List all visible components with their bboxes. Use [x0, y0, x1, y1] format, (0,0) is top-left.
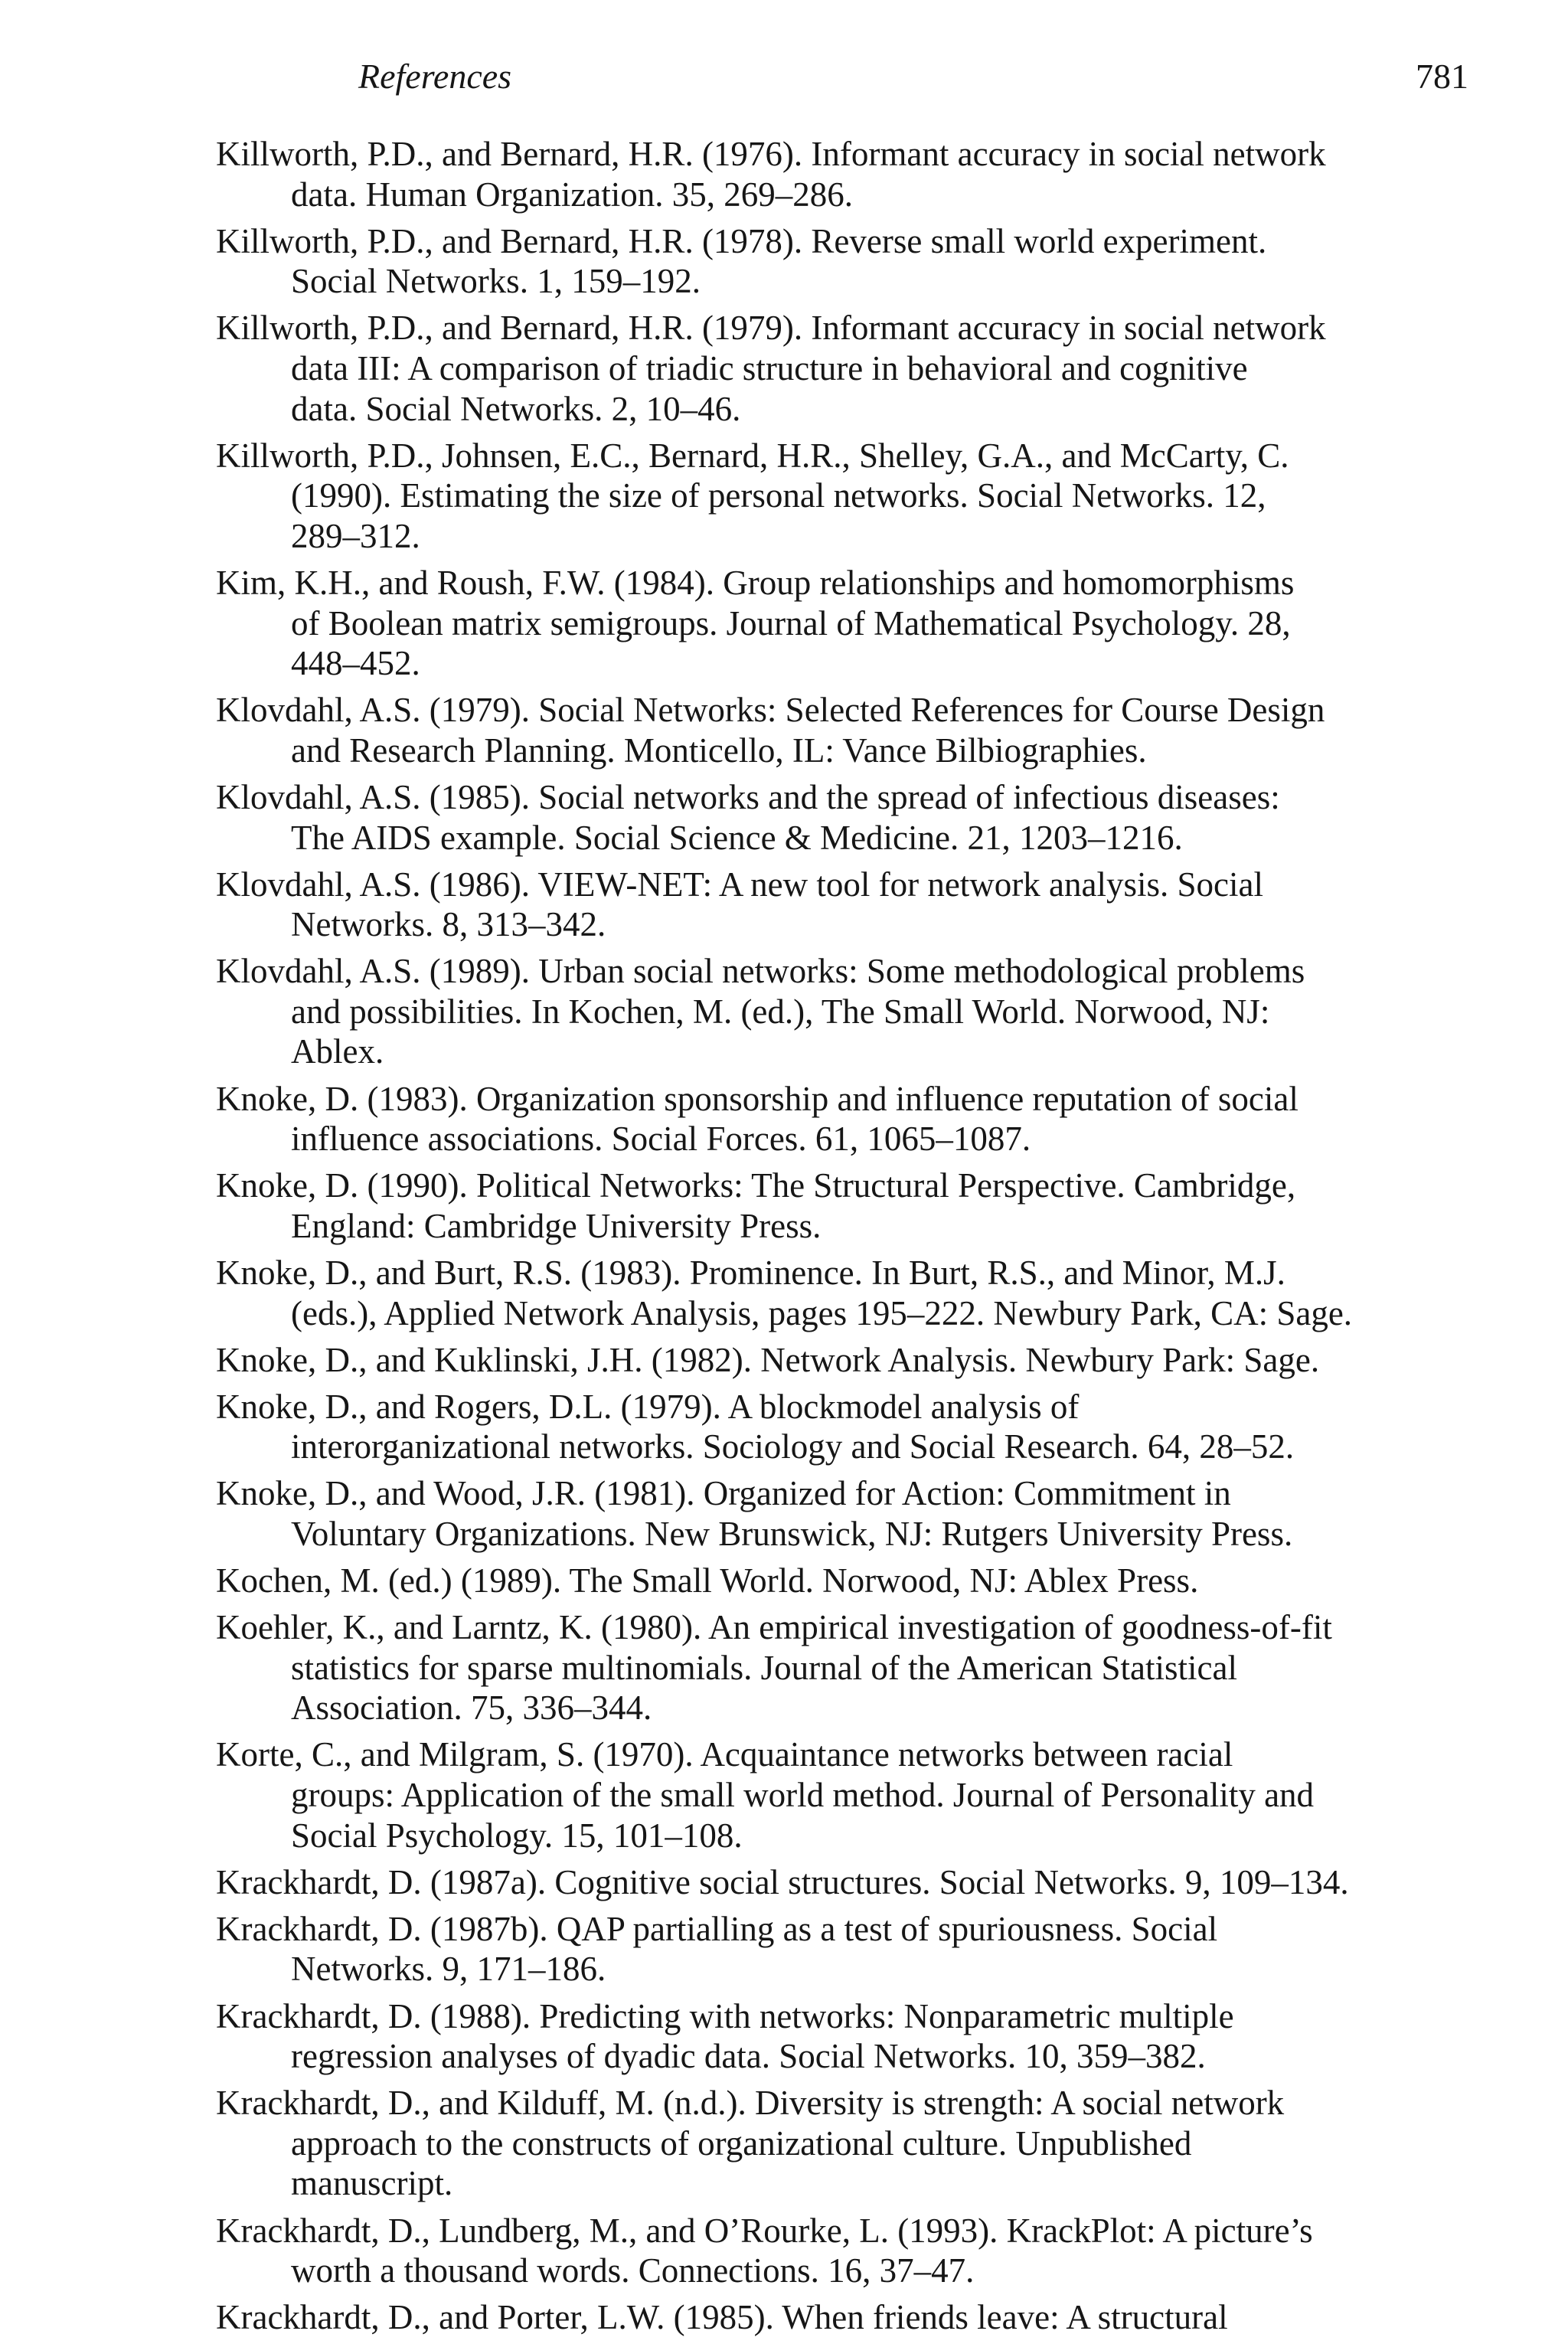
- reference-line: Ablex.: [291, 1032, 384, 1071]
- page-number: 781: [1416, 57, 1468, 96]
- reference-entry: [216, 865, 1487, 945]
- reference-line: Krackhardt, D. (1988). Predicting with networks: Nonparametric multiple: [216, 1996, 1234, 2035]
- reference-entry: [216, 1862, 1487, 1903]
- reference-line: Koehler, K., and Larntz, K. (1980). An empirical investigation of goodness-of-fit: [216, 1608, 1332, 1647]
- reference-entry: [216, 1165, 1487, 1246]
- reference-line: Klovdahl, A.S. (1985). Social networks and the spread of infectious diseases:: [216, 777, 1280, 816]
- reference-entry: [216, 951, 1487, 1072]
- reference-line: Kim, K.H., and Roush, F.W. (1984). Group relationships and homomorphisms: [216, 563, 1295, 602]
- reference-entry: [216, 1734, 1487, 1855]
- reference-line: Association. 75, 336–344.: [291, 1689, 652, 1728]
- reference-line: Krackhardt, D., and Porter, L.W. (1985). When friends leave: A structural: [216, 2298, 1228, 2337]
- reference-line: (1990). Estimating the size of personal networks. Social Networks. 12,: [291, 476, 1266, 515]
- reference-line: Voluntary Organizations. New Brunswick, NJ: Rutgers University Press.: [291, 1515, 1293, 1553]
- reference-entry: [216, 1253, 1487, 1333]
- reference-line: influence associations. Social Forces. 61, 1065–1087.: [291, 1120, 1031, 1159]
- reference-line: statistics for sparse multinomials. Journal of the American Statistical: [291, 1648, 1238, 1687]
- reference-entry: [216, 436, 1487, 557]
- reference-entry: [216, 777, 1487, 858]
- reference-line: interorganizational networks. Sociology and Social Research. 64, 28–52.: [291, 1427, 1295, 1466]
- reference-line: data III: A comparison of triadic structure in behavioral and cognitive: [291, 348, 1248, 387]
- reference-line: Krackhardt, D. (1987b). QAP partialling as a test of spuriousness. Social: [216, 1909, 1218, 1948]
- reference-entry: [216, 1561, 1487, 1601]
- reference-line: The AIDS example. Social Science & Medicine. 21, 1203–1216.: [291, 818, 1183, 857]
- reference-line: Knoke, D. (1990). Political Networks: The Structural Perspective. Cambridge,: [216, 1166, 1296, 1205]
- reference-line: Killworth, P.D., and Bernard, H.R. (1976). Informant accuracy in social network: [216, 135, 1326, 173]
- reference-line: and Research Planning. Monticello, IL: Vance Bilbiographies.: [291, 731, 1147, 770]
- reference-line: Networks. 8, 313–342.: [291, 905, 606, 944]
- reference-line: regression analyses of dyadic data. Social Networks. 10, 359–382.: [291, 2037, 1206, 2076]
- reference-line: Killworth, P.D., Johnsen, E.C., Bernard, H.R., Shelley, G.A., and McCarty, C.: [216, 436, 1289, 475]
- reference-line: manuscript.: [291, 2164, 453, 2203]
- reference-line: Klovdahl, A.S. (1979). Social Networks: Selected References for Course Design: [216, 691, 1325, 730]
- reference-line: 289–312.: [291, 516, 420, 555]
- reference-entry: [216, 134, 1487, 214]
- reference-entry: [216, 1340, 1487, 1381]
- reference-entry: [216, 1473, 1487, 1554]
- reference-line: Knoke, D. (1983). Organization sponsorship and influence reputation of social: [216, 1079, 1298, 1118]
- reference-line: Knoke, D., and Rogers, D.L. (1979). A blockmodel analysis of: [216, 1387, 1080, 1426]
- reference-line: data. Human Organization. 35, 269–286.: [291, 175, 854, 214]
- reference-line: and possibilities. In Kochen, M. (ed.), The Small World. Norwood, NJ:: [291, 992, 1270, 1031]
- reference-line: England: Cambridge University Press.: [291, 1206, 822, 1245]
- reference-line: Krackhardt, D. (1987a). Cognitive social structures. Social Networks. 9, 109–134.: [216, 1862, 1349, 1901]
- reference-line: Networks. 9, 171–186.: [291, 1950, 606, 1989]
- reference-line: approach to the constructs of organizational culture. Unpublished: [291, 2123, 1192, 2163]
- reference-entry: [216, 308, 1487, 429]
- reference-line: (eds.), Applied Network Analysis, pages 195–222. Newbury Park, CA: Sage.: [291, 1293, 1353, 1332]
- reference-list: [216, 134, 1487, 2344]
- reference-line: Klovdahl, A.S. (1989). Urban social networks: Some methodological problems: [216, 952, 1305, 991]
- reference-entry: [216, 563, 1487, 684]
- reference-entry: [216, 1607, 1487, 1728]
- reference-line: Krackhardt, D., Lundberg, M., and O’Rourke, L. (1993). KrackPlot: A picture’s: [216, 2211, 1313, 2250]
- reference-line: Knoke, D., and Burt, R.S. (1983). Prominence. In Burt, R.S., and Minor, M.J.: [216, 1253, 1285, 1292]
- reference-line: Social Psychology. 15, 101–108.: [291, 1816, 743, 1855]
- reference-line: worth a thousand words. Connections. 16, 37–47.: [291, 2251, 975, 2290]
- reference-line: Kochen, M. (ed.) (1989). The Small World. Norwood, NJ: Ablex Press.: [216, 1561, 1199, 1600]
- reference-line: Klovdahl, A.S. (1986). VIEW-NET: A new tool for network analysis. Social: [216, 865, 1263, 904]
- reference-line: Krackhardt, D., and Kilduff, M. (n.d.). Diversity is strength: A social network: [216, 2084, 1285, 2123]
- reference-entry: [216, 2083, 1487, 2204]
- reference-entry: [216, 2211, 1487, 2291]
- reference-line: 448–452.: [291, 644, 420, 683]
- reference-line: Korte, C., and Milgram, S. (1970). Acquaintance networks between racial: [216, 1735, 1233, 1774]
- reference-line: Killworth, P.D., and Bernard, H.R. (1978). Reverse small world experiment.: [216, 221, 1267, 260]
- reference-line: of Boolean matrix semigroups. Journal of Mathematical Psychology. 28,: [291, 603, 1291, 642]
- reference-entry: [216, 2297, 1487, 2338]
- reference-entry: [216, 221, 1487, 302]
- reference-line: Killworth, P.D., and Bernard, H.R. (1979). Informant accuracy in social network: [216, 309, 1326, 348]
- reference-entry: [216, 1909, 1487, 1989]
- reference-entry: [216, 690, 1487, 770]
- reference-entry: [216, 1079, 1487, 1159]
- reference-line: data. Social Networks. 2, 10–46.: [291, 389, 741, 428]
- running-head: [358, 49, 1468, 104]
- reference-entry: [216, 1387, 1487, 1467]
- section-title: References: [358, 57, 512, 96]
- reference-line: Social Networks. 1, 159–192.: [291, 262, 701, 301]
- reference-line: Knoke, D., and Wood, J.R. (1981). Organized for Action: Commitment in: [216, 1474, 1231, 1513]
- reference-line: Knoke, D., and Kuklinski, J.H. (1982). Network Analysis. Newbury Park: Sage.: [216, 1340, 1320, 1379]
- reference-line: groups: Application of the small world method. Journal of Personality and: [291, 1776, 1315, 1815]
- reference-entry: [216, 1996, 1487, 2077]
